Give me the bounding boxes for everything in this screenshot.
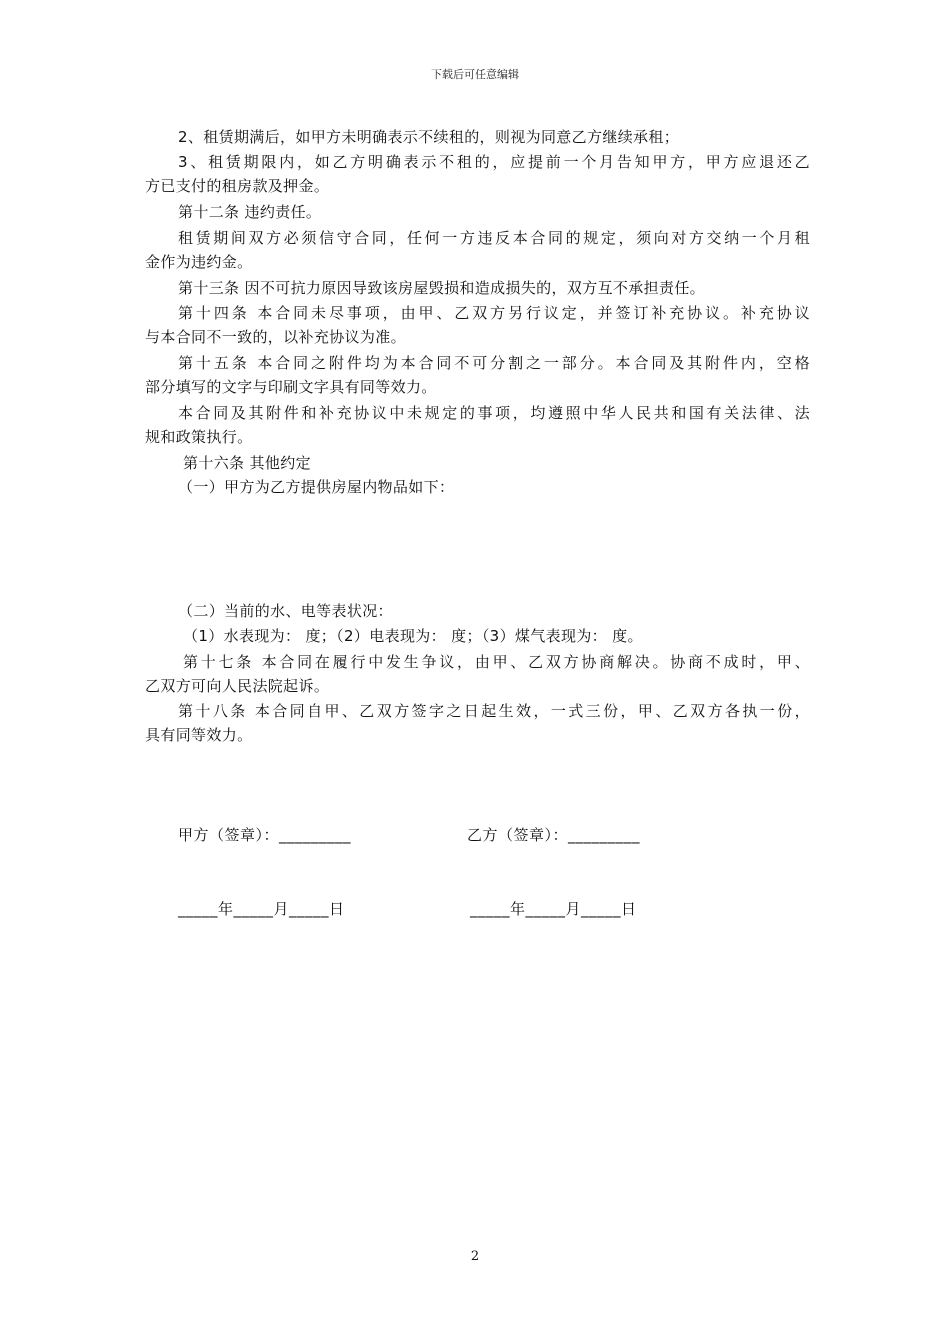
paragraph-line: 3、租赁期限内，如乙方明确表示不租的，应提前一个月告知甲方，甲方应退还乙 [178, 153, 810, 171]
party-a-signature: 甲方（签章）：_________ [178, 826, 352, 844]
paragraph-line: 第十四条 本合同未尽事项，由甲、乙双方另行议定，并签订补充协议。补充协议 [178, 304, 810, 322]
paragraph-line: 规和政策执行。 [145, 428, 253, 446]
party-b-date: _____年_____月_____日 [470, 900, 637, 918]
paragraph-line: 第十三条 因不可抗力原因导致该房屋毁损和造成损失的，双方互不承担责任。 [178, 279, 706, 297]
paragraph-line: 第十八条 本合同自甲、乙双方签字之日起生效，一式三份，甲、乙双方各执一份， [178, 702, 810, 720]
paragraph-line: 乙双方可向人民法院起诉。 [145, 677, 330, 695]
party-a-date: _____年_____月_____日 [178, 900, 345, 918]
paragraph-line: 第十七条 本合同在履行中发生争议，由甲、乙双方协商解决。协商不成时，甲、 [183, 653, 810, 671]
paragraph-line: 2、租赁期满后，如甲方未明确表示不续租的，则视为同意乙方继续承租； [178, 128, 680, 146]
paragraph-line: （一）甲方为乙方提供房屋内物品如下： [178, 478, 455, 496]
paragraph-line: 方已支付的租房款及押金。 [145, 177, 330, 195]
paragraph-line: 第十五条 本合同之附件均为本合同不可分割之一部分。本合同及其附件内，空格 [178, 354, 810, 372]
section-heading: 第十六条 其他约定 [183, 454, 311, 472]
meter-readings: （1）水表现为： 度；（2）电表现为： 度；（3）煤气表现为： 度。 [183, 627, 643, 645]
paragraph-line: 具有同等效力。 [145, 726, 253, 744]
header-note: 下载后可任意编辑 [431, 68, 519, 81]
paragraph-line: 租赁期间双方必须信守合同，任何一方违反本合同的规定，须向对方交纳一个月租 [178, 229, 810, 247]
paragraph-line: 本合同及其附件和补充协议中未规定的事项，均遵照中华人民共和国有关法律、法 [178, 404, 810, 422]
paragraph-line: （二）当前的水、电等表状况： [178, 602, 393, 620]
paragraph-line: 金作为违约金。 [145, 253, 253, 271]
paragraph-line: 与本合同不一致的，以补充协议为准。 [145, 328, 406, 346]
party-b-signature: 乙方（签章）：_________ [467, 826, 641, 844]
paragraph-line: 部分填写的文字与印刷文字具有同等效力。 [145, 378, 437, 396]
page-number: 2 [470, 1249, 480, 1264]
section-heading: 第十二条 违约责任。 [178, 203, 322, 221]
